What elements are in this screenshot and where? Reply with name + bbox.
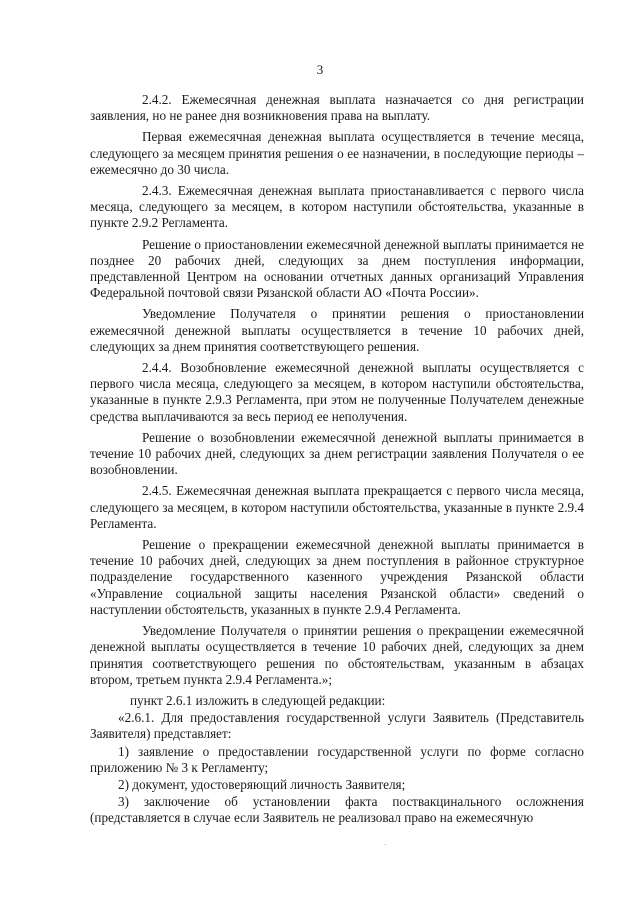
paragraph-2-4-2: 2.4.2. Ежемесячная денежная выплата назначается со дня регистрации заявления, но не ранее дня возникновения права на выплату. <box>90 92 584 124</box>
paragraph-suspension-notice: Уведомление Получателя о принятии решения о приостановлении ежемесячной денежной выплаты осуществляется в течение 10 рабочих дней, следующих за днем принятия соответствующего решения. <box>90 306 584 354</box>
paragraph-termination-decision: Решение о прекращении ежемесячной денежной выплаты принимается в течение 10 рабочих дней, следующих за днем поступления в районное структурное подразделение государственного казенного учреждения Рязанской области «Управление социальной защиты населения Рязанской области» сведений о наступлении обстоятельств, указанных в пункте 2.9.4 Регламента. <box>90 537 584 617</box>
paragraph-first-payment: Первая ежемесячная денежная выплата осуществляется в течение месяца, следующего за месяцем принятия решения о ее назначении, в последующие периоды – ежемесячно до 30 числа. <box>90 129 584 177</box>
paragraph-resumption-decision: Решение о возобновлении ежемесячной денежной выплаты принимается в течение 10 рабочих дней, следующих за днем регистрации заявления Получателя о ее возобновлении. <box>90 429 584 478</box>
paragraph-suspension-decision: Решение о приостановлении ежемесячной денежной выплаты принимается не позднее 20 рабочих дней, следующих за днем поступления информации, представленной Центром на основании отчетных данных организаций Управления Федеральной почтовой связи Рязанской области АО «Почта России». <box>90 236 584 301</box>
paragraph-amendment-intro: пункт 2.6.1 изложить в следующей редакции: <box>130 692 386 708</box>
paragraph-2-4-4: 2.4.4. Возобновление ежемесячной денежной выплаты осуществляется с первого числа месяца, следующего за месяцем, в котором наступили обстоятельства, указанные в пункте 2.9.3 Регламента, при этом не полученные Получателем денежные средства выплачиваются за весь период ее неполучения. <box>90 360 584 424</box>
list-item-identity-document: 2) документ, удостоверяющий личность Заявителя; <box>118 776 406 792</box>
paragraph-2-6-1: «2.6.1. Для предоставления государственной услуги Заявитель (Представитель Заявителя) представляет: <box>90 710 584 742</box>
paragraph-2-4-5: 2.4.5. Ежемесячная денежная выплата прекращается с первого числа месяца, следующего за месяцем, в котором наступили обстоятельства, указанные в пункте 2.9.4 Регламента. <box>90 483 584 531</box>
paragraph-2-4-3: 2.4.3. Ежемесячная денежная выплата приостанавливается с первого числа месяца, следующего за месяцем, в котором наступили обстоятельства, указанные в пункте 2.9.2 Регламента. <box>90 183 584 231</box>
list-item-application: 1) заявление о предоставлении государственной услуги по форме согласно приложению № 3 к Регламенту; <box>90 743 584 775</box>
document-body <box>90 92 584 828</box>
paragraph-termination-notice: Уведомление Получателя о принятии решения о прекращении ежемесячной денежной выплаты осуществляется в течение 10 рабочих дней, следующих за днем принятия соответствующего решения по обстоятельствам, указанным в абзацах втором, третьем пункта 2.9.4 Регламента.»; <box>90 623 584 687</box>
scan-mark: . <box>384 838 386 847</box>
list-item-conclusion: 3) заключение об установлении факта поствакцинального осложнения (представляется в случае если Заявитель не реализовал право на ежемесячную <box>90 794 584 826</box>
page-number: 3 <box>316 62 324 77</box>
